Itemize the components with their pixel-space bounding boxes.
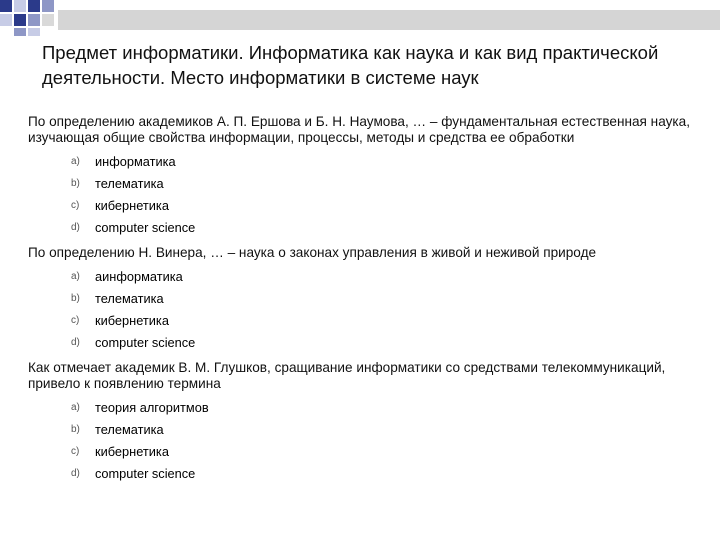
option-letter: d) — [71, 222, 80, 233]
option-text: телематика — [95, 422, 164, 437]
option-text: computer science — [95, 466, 196, 481]
option-item[interactable] — [28, 173, 708, 195]
option-letter: c) — [71, 200, 80, 211]
option-item[interactable] — [28, 195, 708, 217]
option-item[interactable] — [28, 441, 708, 463]
option-item[interactable] — [28, 332, 708, 354]
option-letter: a) — [71, 402, 80, 413]
question-block — [28, 114, 708, 239]
top-bar — [58, 10, 720, 30]
option-letter: b) — [71, 424, 80, 435]
option-item[interactable] — [28, 217, 708, 239]
option-letter: c) — [71, 315, 80, 326]
option-text: кибернетика — [95, 198, 169, 213]
option-item[interactable] — [28, 266, 708, 288]
option-text: теория алгоритмов — [95, 400, 209, 415]
option-list — [28, 151, 708, 239]
option-text: кибернетика — [95, 313, 169, 328]
option-letter: b) — [71, 293, 80, 304]
option-letter: d) — [71, 468, 80, 479]
option-text: информатика — [95, 154, 176, 169]
option-letter: d) — [71, 337, 80, 348]
option-letter: a) — [71, 271, 80, 282]
slide-title: Предмет информатики. Информатика как наука и как вид практической деятельности. Место информатики в системе наук — [42, 42, 659, 88]
option-letter: c) — [71, 446, 80, 457]
question-block — [28, 360, 708, 485]
question-text: По определению академиков А. П. Ершова и Б. Н. Наумова, … – фундаментальная естественная наука, изучающая общие свойства информации, процессы, методы и средства ее обработки — [28, 114, 690, 145]
option-item[interactable] — [28, 310, 708, 332]
option-item[interactable] — [28, 463, 708, 485]
option-text: телематика — [95, 176, 164, 191]
question-list — [28, 114, 708, 491]
option-item[interactable] — [28, 151, 708, 173]
option-list — [28, 397, 708, 485]
question-text: По определению Н. Винера, … – наука о законах управления в живой и неживой природе — [28, 245, 597, 260]
question-block — [28, 245, 708, 354]
option-text: телематика — [95, 291, 164, 306]
option-text: computer science — [95, 220, 196, 235]
option-text: computer science — [95, 335, 196, 350]
option-text: аинформатика — [95, 269, 183, 284]
option-item[interactable] — [28, 419, 708, 441]
option-list — [28, 266, 708, 354]
option-letter: b) — [71, 178, 80, 189]
option-item[interactable] — [28, 288, 708, 310]
option-text: кибернетика — [95, 444, 169, 459]
option-letter: a) — [71, 156, 80, 167]
option-item[interactable] — [28, 397, 708, 419]
question-text: Как отмечает академик В. М. Глушков, сращивание информатики со средствами телекоммуникаций, привело к появлению термина — [28, 360, 666, 391]
